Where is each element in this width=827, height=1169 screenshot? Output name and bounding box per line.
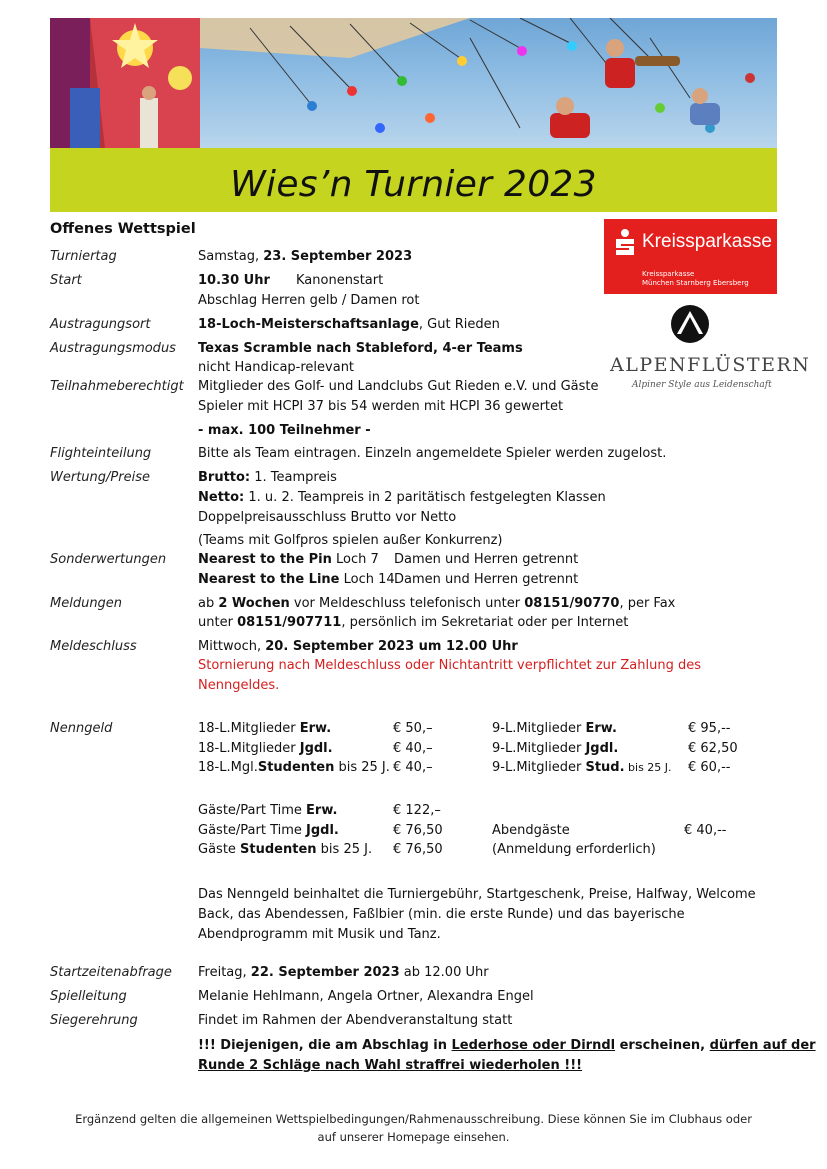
mountain-emblem-icon — [670, 304, 710, 344]
alpenfluestern-name: ALPENFLÜSTERN — [610, 354, 811, 376]
sparkasse-line1: Kreissparkasse — [642, 270, 695, 278]
fee-18-stud-label: 18-L.Mgl.Studenten bis 25 J. — [198, 760, 390, 775]
meldungen-line1: ab 2 Wochen vor Meldeschluss telefonisch unter 08151/90770, per Fax — [198, 596, 676, 611]
label-flight: Flighteinteilung — [50, 446, 152, 461]
value-flight: Bitte als Team eintragen. Einzeln angemeldete Spieler werden zugelost. — [198, 446, 667, 461]
fee-abend-value: € 40,-- — [684, 823, 727, 838]
start-time: 10.30 Uhr — [198, 273, 270, 288]
value-modus: Texas Scramble nach Stableford, 4-er Teams — [198, 341, 523, 356]
footer-line1: Ergänzend gelten die allgemeinen Wettspielbedingungen/Rahmenausschreibung. Diese können Sie im Clubhaus oder — [75, 1112, 752, 1126]
title-banner — [50, 148, 777, 212]
meldeschluss-warning-2: Nenngeldes. — [198, 678, 280, 693]
nenngeld-desc-1: Das Nenngeld beinhaltet die Turniergebühr, Startgeschenk, Preise, Halfway, Welcome — [198, 887, 756, 902]
label-start: Start — [50, 273, 82, 288]
fee-18-stud-value: € 40,– — [393, 760, 433, 775]
special-note-line2: Runde 2 Schläge nach Wahl straffrei wiederholen !!! — [198, 1058, 583, 1073]
fee-18-jgdl-label: 18-L.Mitglieder Jgdl. — [198, 741, 333, 756]
fee-9-erw-value: € 95,-- — [688, 721, 731, 736]
fee-guest-erw-label: Gäste/Part Time Erw. — [198, 803, 338, 818]
label-nenngeld: Nenngeld — [50, 721, 113, 736]
sonder-line-note: Damen und Herren getrennt — [394, 572, 579, 587]
value-spielleitung: Melanie Hehlmann, Angela Ortner, Alexandra Engel — [198, 989, 534, 1004]
page-title: Wies’n Turnier 2023 — [230, 164, 597, 205]
sparkasse-logo — [604, 219, 777, 294]
sparkasse-name: Kreissparkasse — [642, 231, 772, 252]
fee-18-erw-value: € 50,– — [393, 721, 433, 736]
nenngeld-desc-3: Abendprogramm mit Musik und Tanz. — [198, 927, 441, 942]
fee-9-stud-label: 9-L.Mitglieder Stud. bis 25 J. — [492, 760, 672, 775]
wertung-line3: Doppelpreisausschluss Brutto vor Netto — [198, 510, 457, 525]
sonder-pin-note: Damen und Herren getrennt — [394, 552, 579, 567]
fee-9-stud-value: € 60,-- — [688, 760, 731, 775]
start-tee: Abschlag Herren gelb / Damen rot — [198, 293, 420, 308]
modus-note: nicht Handicap-relevant — [198, 360, 355, 375]
fee-guest-erw-value: € 122,– — [393, 803, 441, 818]
fee-abend-label: Abendgäste — [492, 823, 570, 838]
fee-guest-jgdl-value: € 76,50 — [393, 823, 443, 838]
fee-abend-note: (Anmeldung erforderlich) — [492, 842, 656, 857]
label-sonder: Sonderwertungen — [50, 552, 167, 567]
value-siegerehrung: Findet im Rahmen der Abendveranstaltung statt — [198, 1013, 513, 1028]
wertung-brutto: Brutto: 1. Teampreis — [198, 470, 337, 485]
start-type: Kanonenstart — [296, 273, 384, 288]
header-photo — [50, 18, 777, 148]
label-ort: Austragungsort — [50, 317, 151, 332]
label-wertung: Wertung/Preise — [50, 470, 150, 485]
label-spielleitung: Spielleitung — [50, 989, 127, 1004]
fee-18-erw-label: 18-L.Mitglieder Erw. — [198, 721, 332, 736]
meldeschluss-warning-1: Stornierung nach Meldeschluss oder Nichtantritt verpflichtet zur Zahlung des — [198, 658, 702, 673]
fee-9-jgdl-value: € 62,50 — [688, 741, 738, 756]
teilnahme-line1: Mitglieder des Golf- und Landclubs Gut Rieden e.V. und Gäste — [198, 379, 599, 394]
sonder-pin: Nearest to the Pin Loch 7 — [198, 552, 379, 567]
fee-9-erw-label: 9-L.Mitglieder Erw. — [492, 721, 617, 736]
value-ort: 18-Loch-Meisterschaftsanlage, Gut Rieden — [198, 317, 500, 332]
value-turniertag — [198, 249, 412, 264]
footer-line2: auf unserer Homepage einsehen. — [317, 1130, 510, 1144]
turniertag-weekday: Samstag, — [198, 249, 264, 264]
fee-9-jgdl-label: 9-L.Mitglieder Jgdl. — [492, 741, 619, 756]
alpenfluestern-logo — [604, 302, 811, 398]
label-modus: Austragungsmodus — [50, 341, 176, 356]
turniertag-date: 23. September 2023 — [263, 249, 413, 264]
label-startzeiten: Startzeitenabfrage — [50, 965, 172, 980]
carousel-illustration — [50, 18, 777, 148]
fee-18-jgdl-value: € 40,– — [393, 741, 433, 756]
label-siegerehrung: Siegerehrung — [50, 1013, 138, 1028]
wertung-netto: Netto: 1. u. 2. Teampreis in 2 paritätisch festgelegten Klassen — [198, 490, 606, 505]
nenngeld-desc-2: Back, das Abendessen, Faßlbier (min. die erste Runde) und das bayerische — [198, 907, 685, 922]
label-meldungen: Meldungen — [50, 596, 123, 611]
special-note-line1: !!! Diejenigen, die am Abschlag in Lederhose oder Dirndl erscheinen, dürfen auf der — [198, 1038, 816, 1053]
value-startzeiten: Freitag, 22. September 2023 ab 12.00 Uhr — [198, 965, 489, 980]
fee-guest-stud-value: € 76,50 — [393, 842, 443, 857]
meldungen-line2: unter 08151/907711, persönlich im Sekretariat oder per Internet — [198, 615, 629, 630]
teilnahme-line2: Spieler mit HCPI 37 bis 54 werden mit HCPI 36 gewertet — [198, 399, 564, 414]
subheading: Offenes Wettspiel — [50, 221, 196, 237]
meldeschluss-date: Mittwoch, 20. September 2023 um 12.00 Uhr — [198, 639, 518, 654]
sonder-line: Nearest to the Line Loch 14 — [198, 572, 395, 587]
fee-guest-stud-label: Gäste Studenten bis 25 J. — [198, 842, 373, 857]
alpenfluestern-tagline: Alpiner Style aus Leidenschaft — [632, 380, 772, 390]
wertung-line4: (Teams mit Golfpros spielen außer Konkurrenz) — [198, 533, 503, 548]
sparkasse-s-icon — [614, 229, 636, 257]
fee-guest-jgdl-label: Gäste/Part Time Jgdl. — [198, 823, 339, 838]
label-meldeschluss: Meldeschluss — [50, 639, 137, 654]
sparkasse-line2: München Starnberg Ebersberg — [642, 279, 749, 287]
label-turniertag: Turniertag — [50, 249, 117, 264]
label-teilnahme: Teilnahmeberechtigt — [50, 379, 184, 394]
teilnahme-max: - max. 100 Teilnehmer - — [198, 423, 371, 438]
